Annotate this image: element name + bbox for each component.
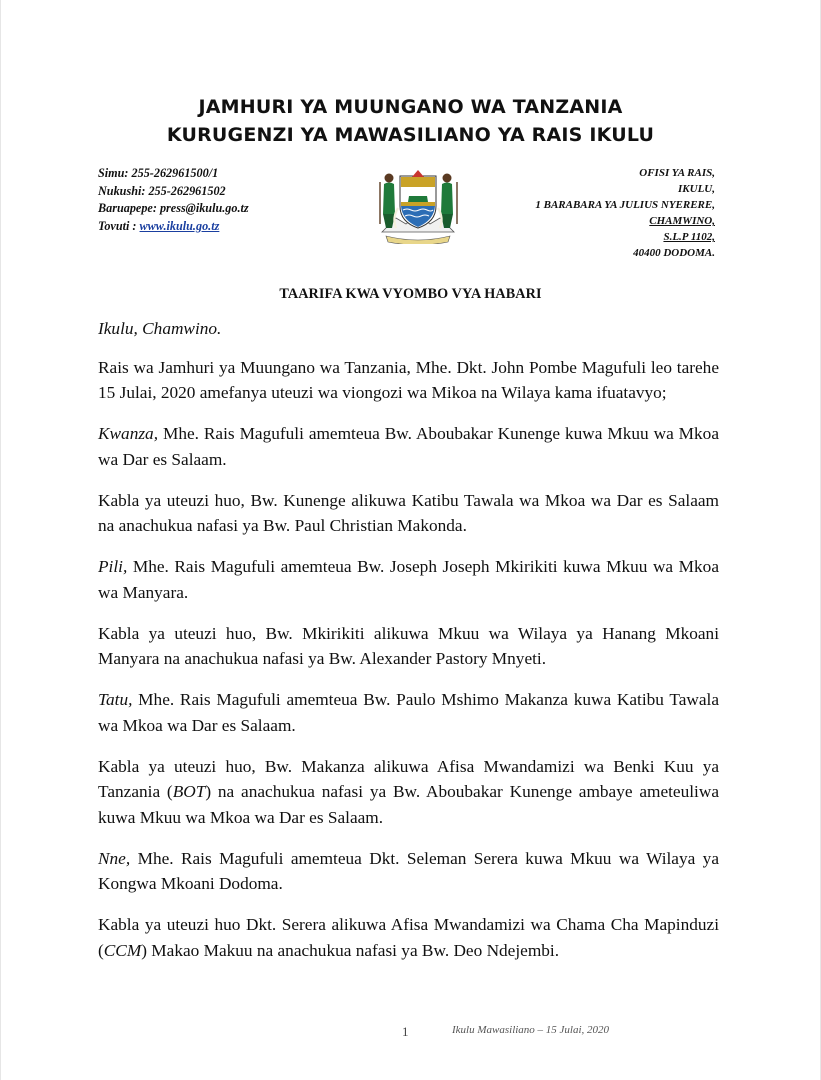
document-heading: TAARIFA KWA VYOMBO VYA HABARI — [279, 286, 542, 302]
ordinal-kwanza: Kwanza, — [98, 424, 159, 443]
paragraph-4-text: Mhe. Rais Magufuli amemteua Bw. Joseph Joseph Mkirikiti kuwa Mkuu wa Mkoa wa Manyara. — [98, 557, 719, 602]
contact-right-block — [535, 165, 715, 261]
coat-of-arms-icon — [372, 158, 464, 244]
page-number: 1 — [402, 1024, 409, 1039]
paragraph-6-text: Mhe. Rais Magufuli amemteua Bw. Paulo Mshimo Makanza kuwa Katibu Tawala wa Mkoa wa Dar es Salaam. — [98, 690, 719, 735]
paragraph-6 — [98, 687, 719, 738]
paragraph-1: Rais wa Jamhuri ya Muungano wa Tanzania, Mhe. Dkt. John Pombe Magufuli leo tarehe 15 Julai, 2020 amefanya uteuzi wa viongozi wa Mikoa na Wilaya kama ifuatavyo; — [98, 357, 719, 402]
header-line-1: JAMHURI YA MUUNGANO WA TANZANIA — [198, 96, 623, 118]
address-line-4: CHAMWINO, — [649, 215, 715, 227]
phone-line: Simu: 255-262961500/1 — [98, 166, 219, 180]
website-link[interactable]: www.ikulu.go.tz — [139, 218, 220, 233]
fax-line: Nukushi: 255-262961502 — [98, 183, 226, 198]
paragraph-5: Kabla ya uteuzi huo, Bw. Mkirikiti alikuwa Mkuu wa Wilaya ya Hanang Mkoani Manyara na anachukua nafasi ya Bw. Alexander Pastory Mnyeti. — [98, 623, 719, 668]
ordinal-nne: Nne, — [98, 848, 131, 868]
paragraph-4 — [98, 554, 719, 605]
abbr-ccm: CCM — [103, 940, 142, 960]
paragraph-3: Kabla ya uteuzi huo, Bw. Kunenge alikuwa Katibu Tawala wa Mkoa wa Dar es Salaam na anachukua nafasi ya Bw. Paul Christian Makonda. — [98, 490, 719, 535]
page-left-edge — [0, 0, 1, 1080]
website-label: Tovuti : — [98, 218, 140, 233]
header-line-2: KURUGENZI YA MAWASILIANO YA RAIS IKULU — [166, 124, 655, 146]
ordinal-pili: Pili, — [98, 557, 128, 576]
paragraph-8 — [98, 846, 719, 897]
address-line-2: IKULU, — [678, 183, 715, 195]
paragraph-8-text: Mhe. Rais Magufuli amemteua Dkt. Seleman Serera kuwa Mkuu wa Wilaya ya Kongwa Mkoani Dodoma. — [98, 848, 719, 893]
paragraph-7-text-b: ) na anachukua nafasi ya Bw. Aboubakar Kunenge ambaye ameteuliwa kuwa Mkuu wa Mkoa wa Dar es Salaam. — [98, 782, 719, 827]
paragraph-9-text-b: ) Makao Makuu na anachukua nafasi ya Bw. Deo Ndejembi. — [141, 940, 560, 960]
paragraph-2-text: Mhe. Rais Magufuli amemteua Bw. Aboubakar Kunenge kuwa Mkuu wa Mkoa wa Dar es Salaam. — [98, 424, 719, 469]
paragraph-2 — [98, 421, 719, 472]
paragraph-7-text-a: Kabla ya uteuzi huo, Bw. Makanza alikuwa Afisa Mwandamizi wa Benki Kuu ya Tanzania ( — [98, 756, 719, 801]
address-line-5: S.L.P 1102, — [663, 231, 715, 243]
address-line-3: 1 BARABARA YA JULIUS NYERERE, — [535, 199, 715, 211]
contact-left-block — [98, 165, 249, 235]
paragraph-9 — [98, 912, 719, 963]
paragraph-7 — [98, 754, 719, 831]
place-line: Ikulu, Chamwino. — [98, 319, 222, 338]
address-line-6: 40400 DODOMA. — [633, 247, 715, 259]
footer-note: Ikulu Mawasiliano – 15 Julai, 2020 — [452, 1024, 610, 1036]
abbr-bot: BOT — [172, 782, 206, 801]
ordinal-tatu: Tatu, — [98, 690, 133, 709]
email-line: Baruapepe: press@ikulu.go.tz — [98, 201, 249, 215]
document-body — [98, 316, 719, 979]
paragraph-9-text-a: Kabla ya uteuzi huo Dkt. Serera alikuwa Afisa Mwandamizi wa Chama Cha Mapinduzi ( — [98, 915, 719, 960]
address-line-1: OFISI YA RAIS, — [639, 167, 715, 179]
website-line — [98, 218, 249, 236]
